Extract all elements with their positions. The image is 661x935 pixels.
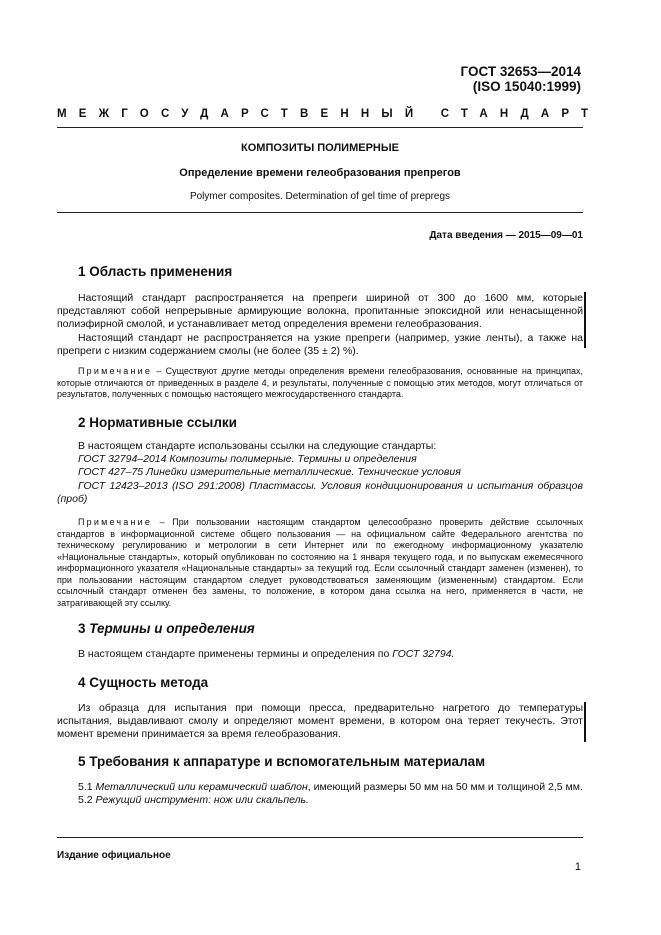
section-1-note <box>57 366 583 401</box>
section-1-paragraph-2: Настоящий стандарт не распространяется на узкие препреги (например, узкие ленты), а также на препреги с низким содержанием смолы (не более (35 ± 2) %). <box>57 331 583 357</box>
item-1-term: Металлический или керамический шаблон <box>95 781 308 793</box>
section-3-heading <box>78 621 255 636</box>
note-text: – Существуют другие методы определения времени гелеобразования, основанные на принципах, которые отличаются от приведенных в разделе 4, и результаты, полученные с помощью этих методов, могут отличаться от результатов, полученных с помощью настоящего межгосударственного стандарта. <box>57 366 583 399</box>
section-5-item-1: 5.1 Металлический или керамический шаблон, имеющий размеры 50 мм на 50 мм и толщиной 2,5 мм. <box>78 781 583 793</box>
header-divider <box>57 127 583 128</box>
interstate-standard-banner: МЕЖГОСУДАРСТВЕННЫЙ СТАНДАРТ <box>57 108 601 120</box>
section-5-heading: 5 Требования к аппаратуре и вспомогательным материалам <box>78 754 486 769</box>
change-bar <box>584 702 586 742</box>
section-3-number: 3 <box>78 621 86 636</box>
section-5-item-2: 5.2 Режущий инструмент: нож или скальпель. <box>78 794 309 807</box>
section-4-heading: 4 Сущность метода <box>78 675 209 690</box>
document-subtitle: Определение времени гелеобразования препрегов <box>179 167 461 179</box>
reference-1: ГОСТ 32794–2014 Композиты полимерные. Термины и определения <box>78 453 417 466</box>
document-title: КОМПОЗИТЫ ПОЛИМЕРНЫЕ <box>241 142 399 154</box>
note-label: Примечание <box>78 517 153 527</box>
section-2-heading: 2 Нормативные ссылки <box>78 415 237 430</box>
section-3-text: В настоящем стандарте применены термины и определения по <box>78 648 390 660</box>
reference-2: ГОСТ 427–75 Линейки измерительные металлические. Технические условия <box>78 466 461 479</box>
section-2-note <box>57 517 583 609</box>
change-bar <box>584 292 586 348</box>
section-3-reference: ГОСТ 32794. <box>392 648 455 660</box>
edition-label: Издание официальное <box>57 850 171 861</box>
section-2-body <box>57 440 583 506</box>
document-title-english: Polymer composites. Determination of gel time of prepregs <box>189 191 451 202</box>
section-3-title: Термины и определения <box>89 621 255 636</box>
section-1-heading: 1 Область применения <box>78 264 233 279</box>
footer-divider <box>57 837 583 838</box>
title-divider <box>57 212 583 213</box>
note-text: – При пользовании настоящим стандартом целесообразно проверить действие ссылочных стандартов в информационной системе общего пользования — на официальном сайте Федерального агентства по техническому регулированию и метрологии в сети Интернет или по ежегодному информационному указателю «Национальные стандарты», который опубликован по состоянию на 1 января текущего года, и по выпускам ежемесячного информационного указателя «Национальные стандарты» за текущий год. Если ссылочный стандарт заменен (изменен), то при пользовании настоящим стандартом следует руководствоваться заменяющим (измененным) стандартом. Если ссылочный стандарт отменен без замены, то положение, в котором дана ссылка на него, применяется в части, не затрагивающей эту ссылку. <box>57 517 583 608</box>
section-2-intro: В настоящем стандарте использованы ссылки на следующие стандарты: <box>78 440 437 452</box>
section-5-body <box>57 781 583 807</box>
page-number: 1 <box>574 861 581 873</box>
section-1-body <box>57 292 583 358</box>
reference-3: ГОСТ 12423–2013 (ISO 291:2008) Пластмассы. Условия кондиционирования и испытания образцов (проб) <box>57 479 583 505</box>
section-4-text: Из образца для испытания при помощи пресса, предварительно нагретого до температуры испытания, выдавливают смолу и определяют момент времени, в котором она теряет текучесть. Этот момент времени принимается за время гелеобразования. <box>57 702 583 741</box>
effective-date: Дата введения — 2015—09—01 <box>429 230 583 241</box>
standard-code-block <box>461 64 581 94</box>
item-1-rest: , имеющий размеры 50 мм на 50 мм и толщиной 2,5 мм. <box>307 781 583 793</box>
iso-code: (ISO 15040:1999) <box>472 79 581 94</box>
section-1-paragraph-1: Настоящий стандарт распространяется на препреги шириной от 300 до 1600 мм, которые представляют собой непрерывные армирующие волокна, пропитанные эпоксидной или ненасыщенной полиэфирной смолой, и устанавливает метод определения времени гелеобразования. <box>57 292 583 331</box>
item-2-text: Режущий инструмент: нож или скальпель. <box>95 794 309 807</box>
standard-code: ГОСТ 32653—2014 <box>460 64 581 79</box>
section-3-body <box>57 648 583 661</box>
section-4-body <box>57 702 583 742</box>
note-label: Примечание <box>78 366 153 376</box>
